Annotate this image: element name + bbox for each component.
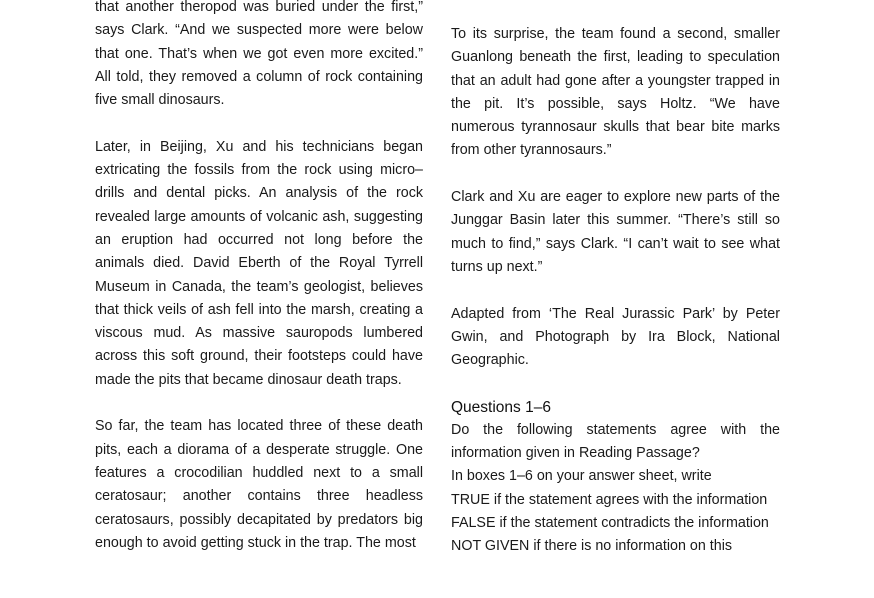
left-column bbox=[95, 0, 423, 555]
source-credit: Adapted from ‘The Real Jurassic Park’ by Peter Gwin, and Photograph by Ira Block, National Geographic. bbox=[451, 305, 780, 369]
instruction-line: TRUE if the statement agrees with the information bbox=[451, 491, 768, 508]
instruction-line: In boxes 1–6 on your answer sheet, write bbox=[451, 468, 712, 485]
passage-paragraph-2: Later, in Beijing, Xu and his technicians began extricating the fossils from the rock using micro–drills and dental picks. An analysis of the rock revealed large amounts of volcanic ash, suggesting an eruption had occurred not long before the animals died. David Eberth of the Royal Tyrrell Museum in Canada, the team’s geologist, believes that thick veils of ash fell into the marsh, creating a viscous mud. As massive sauropods lumbered across this soft ground, their footsteps could have made the pits that became dinosaur death traps. bbox=[95, 138, 423, 388]
passage-paragraph-4: To its surprise, the team found a second, smaller Guanlong beneath the first, leading to speculation that an adult had gone after a youngster trapped in the pit. It’s possible, says Holtz. “We have numerous tyrannosaur skulls that bear bite marks from other tyrannosaurs.” bbox=[451, 26, 780, 159]
passage-paragraph-5: Clark and Xu are eager to explore new parts of the Junggar Basin later this summer. “There’s still so much to find,” says Clark. “I can’t wait to see what turns up next.” bbox=[451, 189, 780, 275]
instruction-line: NOT GIVEN if there is no information on this bbox=[451, 538, 733, 555]
passage-paragraph-3: So far, the team has located three of these death pits, each a diorama of a desperate struggle. One features a crocodilian huddled next to a small ceratosaur; another contains three headless ceratosaurs, possibly decapitated by predators big enough to avoid getting stuck in the trap. The most bbox=[95, 418, 423, 551]
questions-heading: Questions 1–6 bbox=[451, 398, 551, 416]
questions-instruction: Do the following statements agree with the information given in Reading Passage? bbox=[451, 421, 780, 462]
instruction-line: FALSE if the statement contradicts the information bbox=[451, 514, 769, 531]
passage-paragraph-1: that another theropod was buried under the first,” says Clark. “And we suspected more were below that one. That’s when we got even more excited.” All told, they removed a column of rock containing five small dinosaurs. bbox=[95, 0, 423, 109]
right-column bbox=[451, 23, 780, 559]
questions-section bbox=[451, 396, 780, 559]
